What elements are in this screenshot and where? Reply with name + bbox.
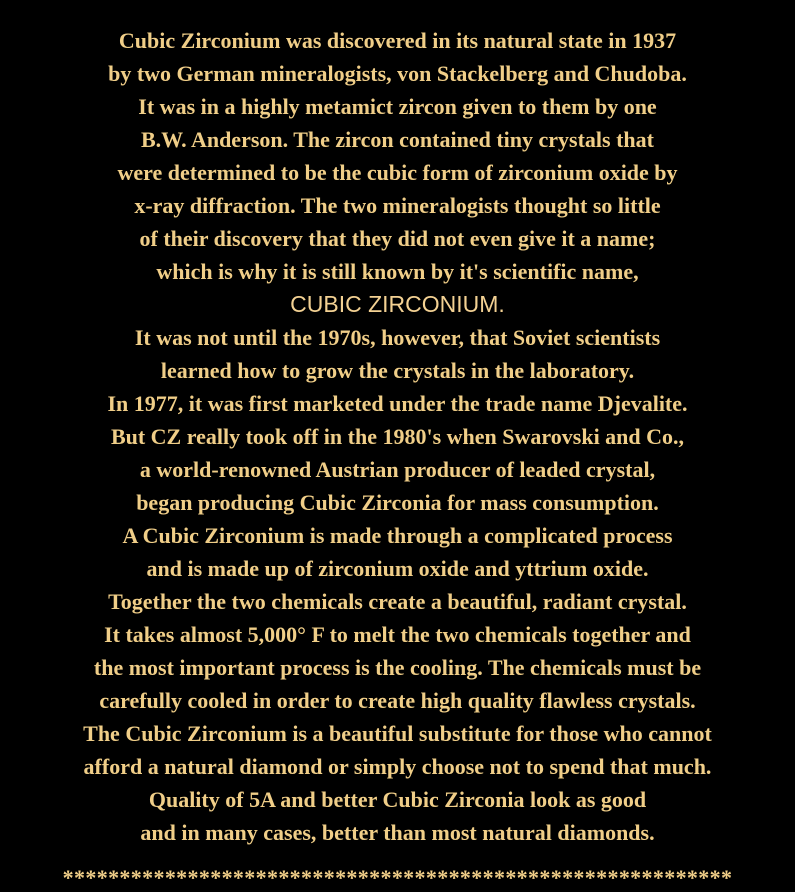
text-line: x-ray diffraction. The two mineralogists thought so little (134, 193, 661, 218)
text-line: of their discovery that they did not even give it a name; (139, 226, 656, 251)
text-line: which is why it is still known by it's scientific name, (156, 259, 639, 284)
text-line: carefully cooled in order to create high quality flawless crystals. (99, 688, 696, 713)
text-line: It was not until the 1970s, however, that Soviet scientists (134, 325, 661, 350)
text-line: It was in a highly metamict zircon given to them by one (138, 94, 657, 119)
text-line: and in many cases, better than most natural diamonds. (140, 820, 655, 845)
article-text (0, 24, 795, 849)
text-line: A Cubic Zirconium is made through a complicated process (122, 523, 673, 548)
text-line: Quality of 5A and better Cubic Zirconia look as good (148, 787, 647, 812)
text-line: B.W. Anderson. The zircon contained tiny crystals that (141, 127, 654, 152)
text-line: But CZ really took off in the 1980's when Swarovski and Co., (110, 424, 685, 449)
text-line: afford a natural diamond or simply choose not to spend that much. (83, 754, 712, 779)
text-line: a world-renowned Austrian producer of leaded crystal, (139, 457, 656, 482)
text-line: It takes almost 5,000° F to melt the two chemicals together and (104, 622, 691, 647)
text-line: the most important process is the cooling. The chemicals must be (93, 655, 702, 680)
text-line: In 1977, it was first marketed under the trade name Djevalite. (107, 391, 688, 416)
cubic-zirconium-heading: CUBIC ZIRCONIUM. (290, 291, 505, 317)
text-line: Cubic Zirconium was discovered in its natural state in 1937 (118, 28, 677, 53)
text-line: and is made up of zirconium oxide and yttrium oxide. (146, 556, 649, 581)
text-line: The Cubic Zirconium is a beautiful substitute for those who cannot (83, 721, 712, 746)
text-line: began producing Cubic Zirconia for mass consumption. (136, 490, 659, 515)
text-line: Together the two chemicals create a beautiful, radiant crystal. (108, 589, 687, 614)
text-line: by two German mineralogists, von Stackelberg and Chudoba. (108, 61, 687, 86)
asterisk-divider: *********************************************************** (62, 865, 733, 890)
text-line: were determined to be the cubic form of zirconium oxide by (117, 160, 678, 185)
text-line: learned how to grow the crystals in the laboratory. (160, 358, 635, 383)
